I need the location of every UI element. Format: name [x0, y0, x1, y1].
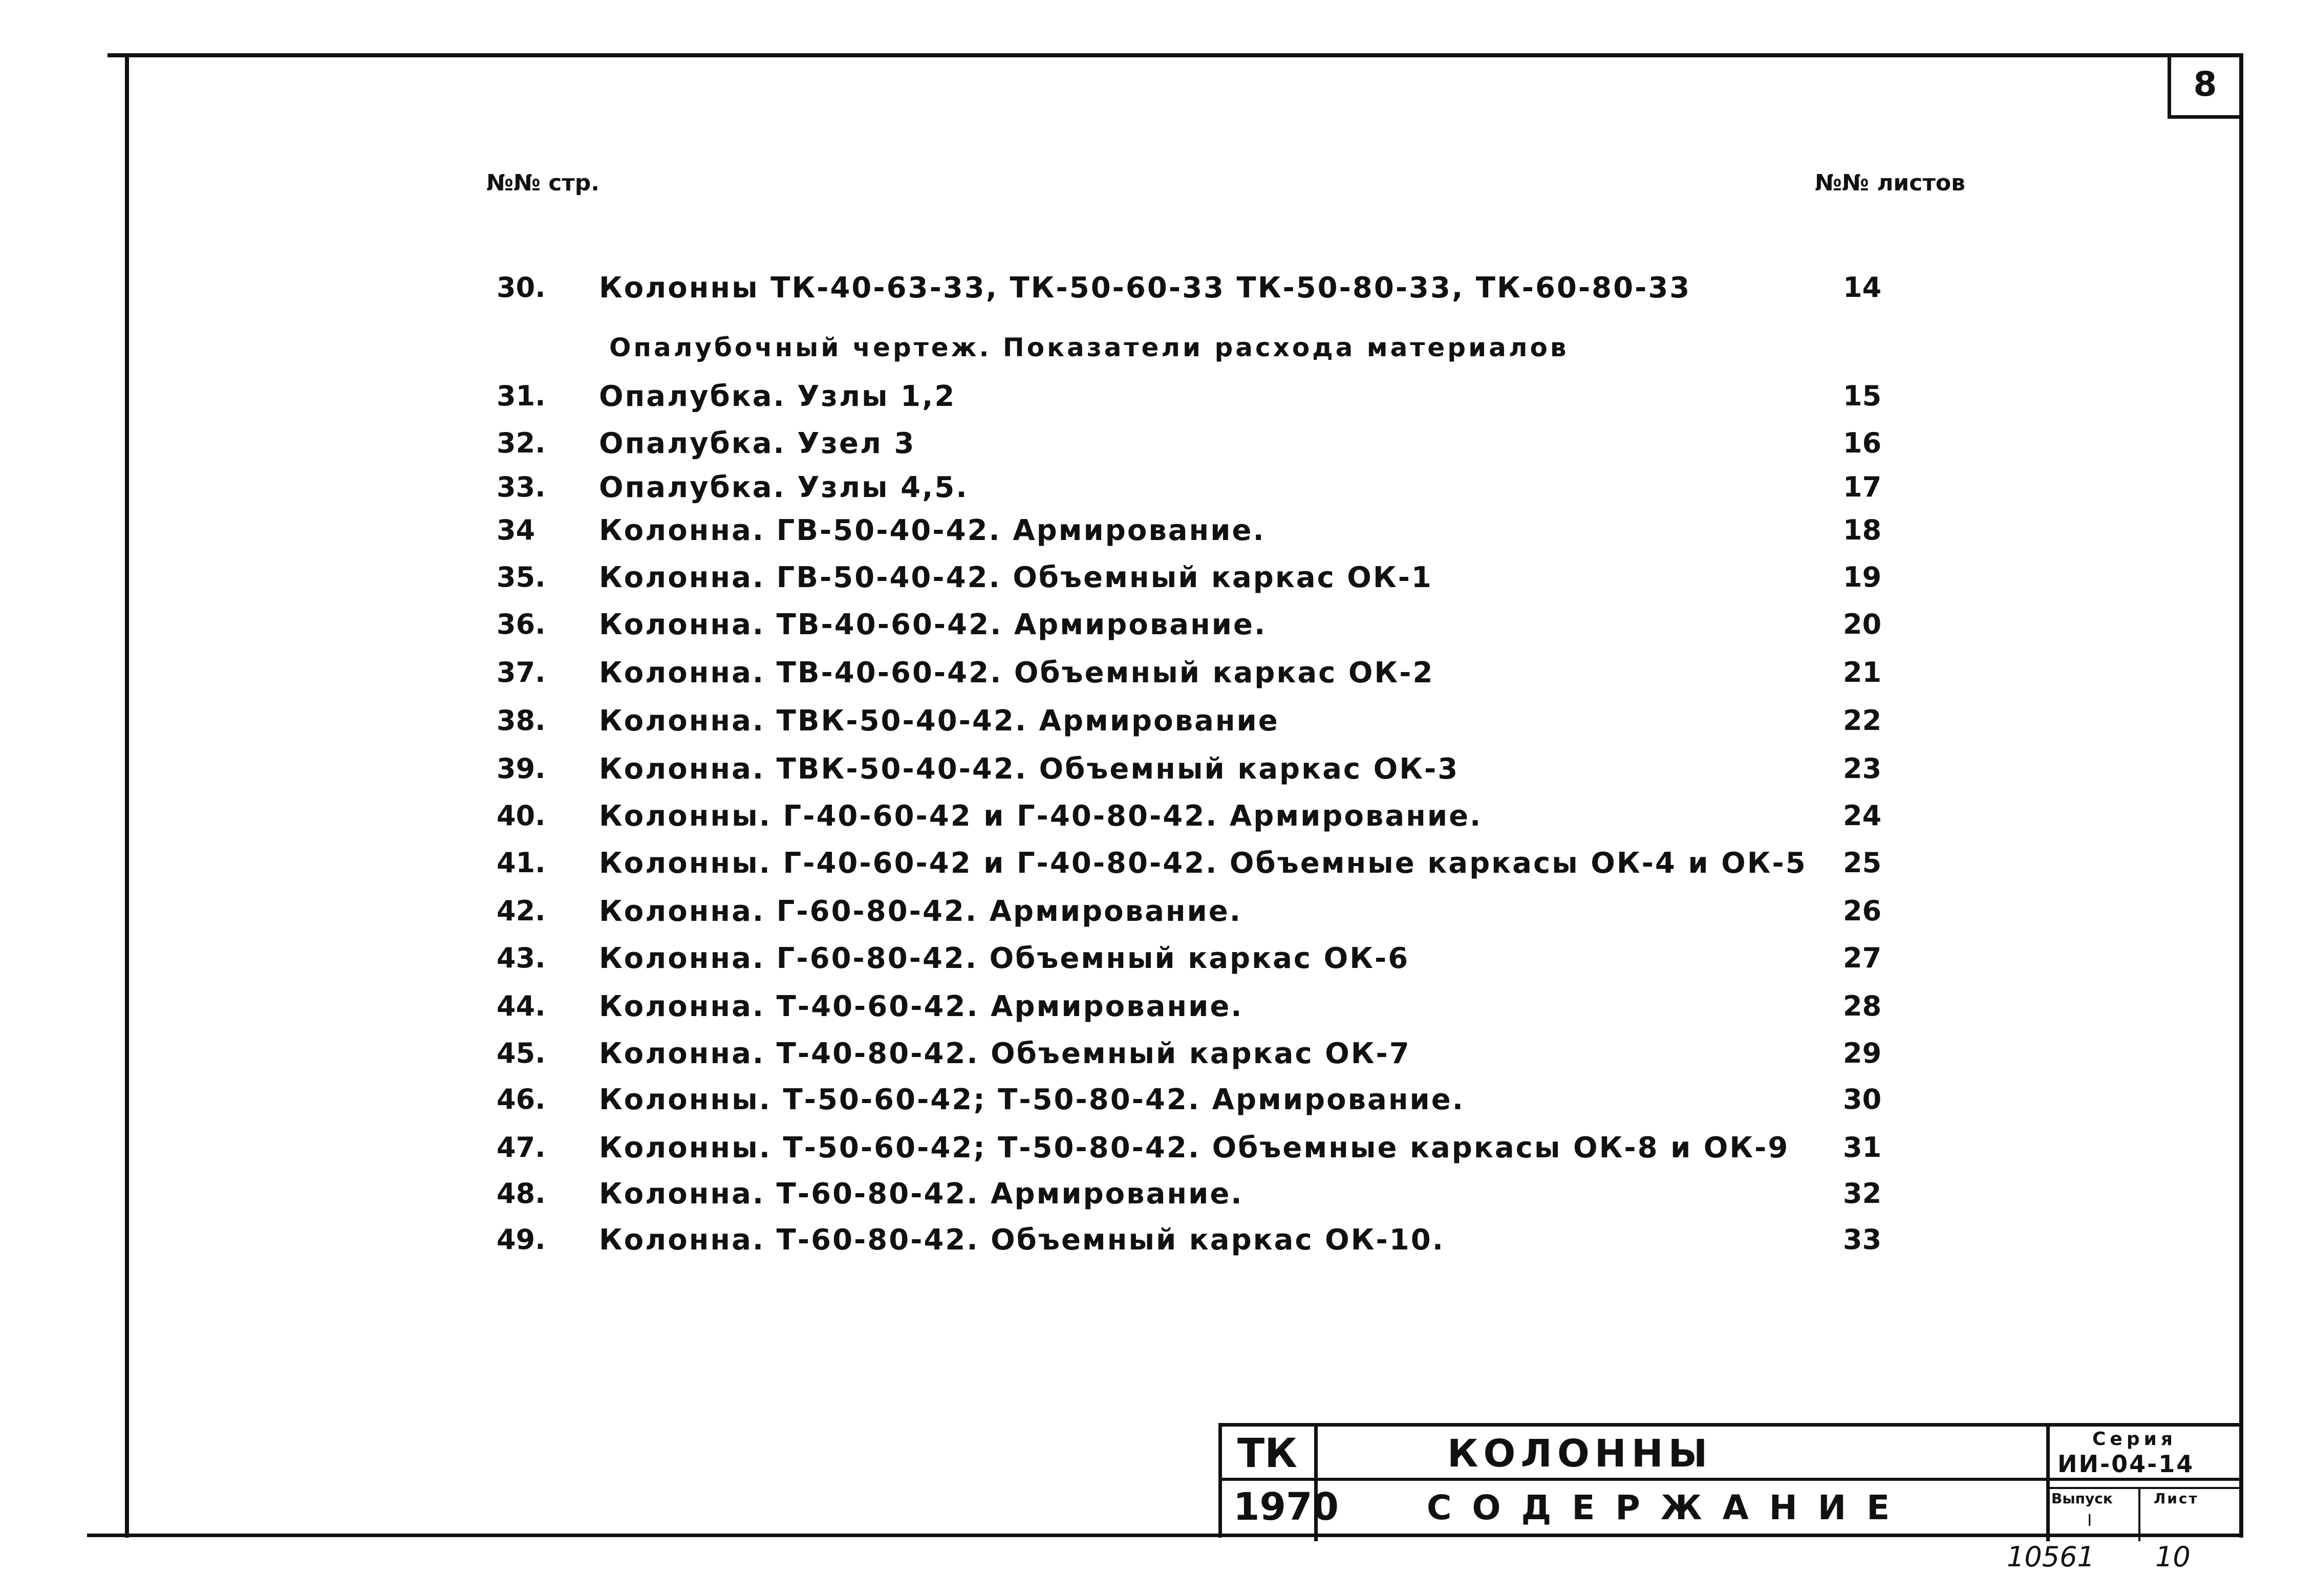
item-text: Опалубка. Узлы 1,2	[599, 380, 956, 413]
item-sheet: 33	[1843, 1223, 1882, 1256]
item-text: Колонны. Г-40-60-42 и Г-40-80-42. Армирование.	[599, 800, 1483, 833]
item-sheet: 19	[1843, 561, 1882, 593]
stamp-series-label: Серия	[2092, 1429, 2177, 1450]
item-number: 45.	[497, 1037, 546, 1069]
item-text: Колонна. ГВ-50-40-42. Объемный каркас ОК-1	[599, 561, 1433, 594]
list-item	[0, 1131, 2316, 1172]
sheet-number-box	[2168, 53, 2239, 119]
list-item	[0, 704, 2316, 745]
page-number: 10	[2155, 1541, 2191, 1573]
item-text: Колонны. Т-50-60-42; Т-50-80-42. Объемные каркасы ОК-8 и ОК-9	[599, 1131, 1790, 1164]
item-sheet: 29	[1843, 1037, 1882, 1069]
item-sheet: 18	[1843, 514, 1882, 546]
item-sheet: 20	[1843, 608, 1882, 640]
list-item	[0, 1037, 2316, 1078]
item-sheet: 17	[1843, 471, 1882, 503]
item-number: 36.	[497, 608, 546, 640]
title-block	[1218, 1423, 2240, 1538]
list-item	[0, 1223, 2316, 1264]
sheet-number: 8	[2193, 64, 2217, 104]
item-text: Колонна. ГВ-50-40-42. Армирование.	[599, 514, 1266, 547]
item-number: 39.	[497, 752, 546, 785]
item-text: Колонна. Т-60-80-42. Объемный каркас ОК-10.	[599, 1223, 1445, 1257]
item-sheet: 22	[1843, 704, 1882, 737]
item-number: 32.	[497, 427, 546, 459]
item-sheet: 21	[1843, 656, 1882, 688]
item-text: Колонна. Г-60-80-42. Объемный каркас ОК-6	[599, 942, 1410, 975]
list-item	[0, 990, 2316, 1031]
item-text: Колонна. Т-40-60-42. Армирование.	[599, 990, 1243, 1023]
item-text: Колонна. ТВ-40-60-42. Армирование.	[599, 608, 1267, 641]
title-block-divider	[2138, 1487, 2140, 1541]
frame-top-border	[108, 53, 2243, 57]
item-sheet: 15	[1843, 380, 1882, 412]
list-item	[0, 1083, 2316, 1124]
item-number: 35.	[497, 561, 546, 593]
item-text: Колонны ТК-40-63-33, ТК-50-60-33 ТК-50-80-33, ТК-60-80-33	[599, 271, 1691, 305]
stamp-series-value: ИИ-04-14	[2057, 1450, 2195, 1478]
list-item	[0, 1177, 2316, 1218]
list-item	[0, 561, 2316, 602]
list-item	[0, 752, 2316, 793]
item-sheet: 30	[1843, 1083, 1882, 1115]
item-number: 43.	[497, 942, 546, 974]
item-text: Колонна. Т-40-80-42. Объемный каркас ОК-7	[599, 1037, 1411, 1070]
item-text: Опалубка. Узел 3	[599, 427, 916, 460]
item-number: 42.	[497, 895, 546, 927]
item-text: Колонны. Т-50-60-42; Т-50-80-42. Армирование.	[599, 1083, 1465, 1116]
list-item	[0, 942, 2316, 983]
title-block-divider	[1222, 1478, 2241, 1481]
list-item	[0, 800, 2316, 840]
list-item	[0, 471, 2316, 512]
item-text: Колонна. ТВК-50-40-42. Объемный каркас ОК-3	[599, 752, 1460, 786]
item-sheet: 23	[1843, 752, 1882, 785]
item-text: Колонна. ТВ-40-60-42. Объемный каркас ОК-2	[599, 656, 1434, 689]
item-number: 49.	[497, 1223, 546, 1256]
header-sheets-label: №№ листов	[1815, 170, 1965, 196]
title-block-divider	[2046, 1487, 2241, 1489]
item-text: Колонна. Г-60-80-42. Армирование.	[599, 895, 1242, 928]
item-text: Опалубка. Узлы 4,5.	[599, 471, 969, 504]
list-item	[0, 895, 2316, 936]
stamp-code: ТК	[1237, 1431, 1297, 1477]
item-sheet: 24	[1843, 800, 1882, 832]
item-number: 30.	[497, 271, 546, 304]
item-number: 48.	[497, 1177, 546, 1210]
inventory-number: 10561	[2007, 1541, 2095, 1573]
stamp-issue-label: Выпуск	[2051, 1490, 2113, 1507]
item-sheet: 28	[1843, 990, 1882, 1022]
item-sheet: 26	[1843, 895, 1882, 927]
list-item	[0, 608, 2316, 649]
item-30-subline: Опалубочный чертеж. Показатели расхода материалов	[609, 333, 1569, 362]
item-number: 31.	[497, 380, 546, 412]
header-pages-label: №№ стр.	[486, 170, 599, 196]
item-sheet: 16	[1843, 427, 1882, 459]
item-number: 33.	[497, 471, 546, 503]
item-sheet: 31	[1843, 1131, 1882, 1163]
title-block-divider	[2046, 1427, 2050, 1541]
item-sheet: 27	[1843, 942, 1882, 974]
item-number: 47.	[497, 1131, 546, 1163]
item-number: 41.	[497, 847, 546, 879]
item-number: 34	[497, 514, 535, 546]
list-item	[0, 656, 2316, 697]
stamp-issue-value: I	[2087, 1511, 2092, 1530]
item-sheet: 14	[1843, 271, 1882, 304]
list-item	[0, 514, 2316, 555]
stamp-year: 1970	[1233, 1485, 1339, 1529]
item-number: 46.	[497, 1083, 546, 1115]
stamp-subtitle: СОДЕРЖАНИЕ	[1427, 1488, 1911, 1527]
item-sheet: 32	[1843, 1177, 1882, 1210]
item-text: Колонна. ТВК-50-40-42. Армирование	[599, 704, 1279, 738]
item-number: 40.	[497, 800, 546, 832]
stamp-title: КОЛОННЫ	[1447, 1432, 1713, 1476]
item-number: 44.	[497, 990, 546, 1022]
stamp-sheet-label: Лист	[2154, 1490, 2199, 1507]
list-item	[0, 271, 2316, 312]
item-sheet: 25	[1843, 847, 1882, 879]
item-number: 38.	[497, 704, 546, 737]
item-text: Колонны. Г-40-60-42 и Г-40-80-42. Объемные каркасы ОК-4 и ОК-5	[599, 847, 1807, 880]
list-item	[0, 380, 2316, 421]
item-text: Колонна. Т-60-80-42. Армирование.	[599, 1177, 1243, 1211]
list-item	[0, 847, 2316, 888]
list-item	[0, 427, 2316, 468]
item-number: 37.	[497, 656, 546, 688]
